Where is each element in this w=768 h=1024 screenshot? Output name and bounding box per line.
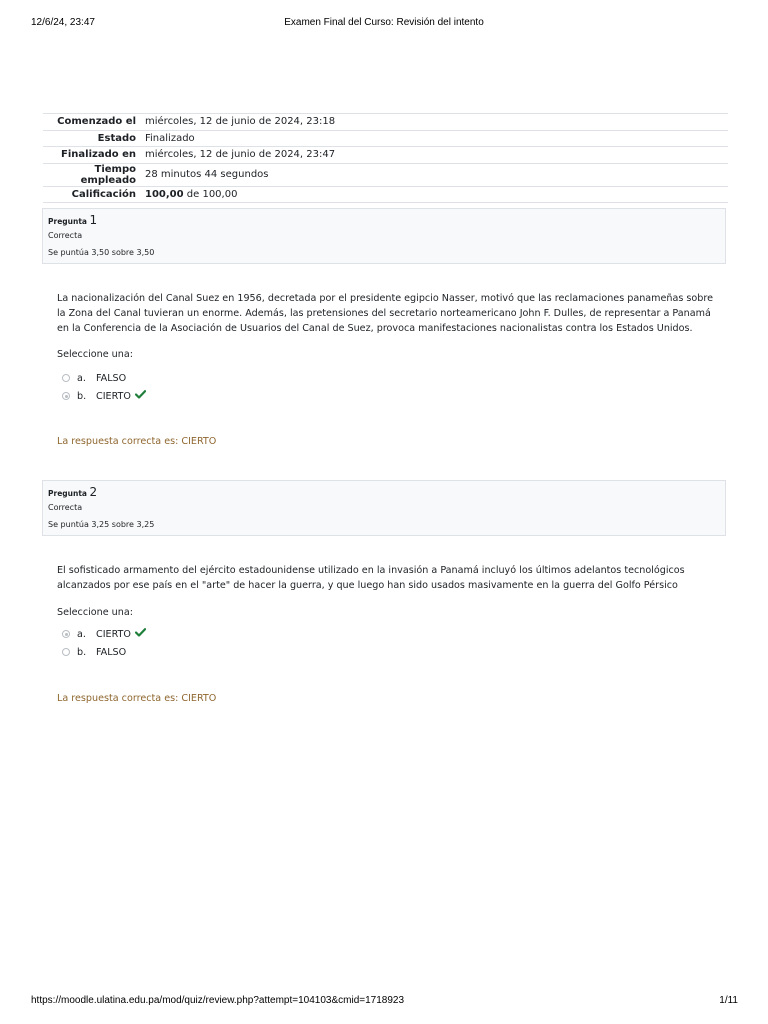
answer-text: FALSO	[96, 372, 127, 384]
summary-value: miércoles, 12 de junio de 2024, 23:18	[141, 114, 728, 131]
summary-label: Estado	[43, 130, 141, 147]
answer-option[interactable]	[62, 389, 146, 403]
question-grade: Se puntúa 3,50 sobre 3,50	[48, 248, 155, 257]
answer-letter: a.	[77, 372, 86, 384]
grade-value: 100,00	[145, 188, 184, 200]
summary-row-grade	[43, 186, 728, 203]
question-state: Correcta	[48, 503, 83, 512]
correct-answer-feedback: La respuesta correcta es: CIERTO	[57, 693, 217, 704]
question-state: Correcta	[48, 231, 83, 240]
summary-value: 28 minutos 44 segundos	[141, 163, 728, 186]
answer-letter: b.	[77, 646, 87, 658]
print-datetime: 12/6/24, 23:47	[31, 17, 95, 28]
question-info-2	[42, 480, 726, 536]
summary-value	[141, 186, 728, 203]
question-heading	[48, 213, 720, 227]
attempt-summary-table	[43, 113, 728, 203]
answer-letter: b.	[77, 390, 87, 402]
check-icon	[135, 390, 146, 402]
answer-text: CIERTO	[96, 390, 131, 402]
summary-row-finished	[43, 147, 728, 164]
question-heading	[48, 485, 720, 499]
radio-icon[interactable]	[62, 392, 70, 400]
question-label: Pregunta	[48, 217, 87, 226]
summary-label: Calificación	[43, 186, 141, 203]
question-text-2: El sofisticado armamento del ejército estadounidense utilizado en la invasión a Panamá incluyó los últimos adelantos tecnológicos alcanzados por ese país en el "arte" de hacer la guerra, y que luego han sido usados masivamente en la guerra del Golfo Pérsico	[57, 565, 685, 591]
answer-text: FALSO	[96, 646, 127, 658]
print-page-title: Examen Final del Curso: Revisión del intento	[284, 17, 484, 28]
radio-icon[interactable]	[62, 630, 70, 638]
radio-icon[interactable]	[62, 648, 70, 656]
select-prompt: Seleccione una:	[57, 349, 133, 360]
print-header	[0, 17, 768, 31]
question-number: 1	[89, 213, 98, 227]
summary-label: Comenzado el	[43, 114, 141, 131]
question-label: Pregunta	[48, 489, 87, 498]
answer-option[interactable]	[62, 627, 146, 641]
summary-label: Finalizado en	[43, 147, 141, 164]
question-text-1: La nacionalización del Canal Suez en 1956, decretada por el presidente egipcio Nasser, motivó que las reclamaciones panameñas sobre la Zona del Canal tuvieran un enorme. Además, las pretensiones del secretario norteamericano John F. Dulles, de representar a Panamá en la Conferencia de la Asociación de Usuarios del Canal de Suez, provoca manifestaciones nacionalistas contra los Estados Unidos.	[57, 293, 714, 334]
summary-row-started	[43, 114, 728, 131]
print-url: https://moodle.ulatina.edu.pa/mod/quiz/review.php?attempt=104103&cmid=1718923	[31, 995, 405, 1006]
question-info-1	[42, 208, 726, 264]
print-page-counter: 1/11	[719, 995, 738, 1006]
answer-letter: a.	[77, 628, 86, 640]
correct-answer-feedback: La respuesta correcta es: CIERTO	[57, 436, 217, 447]
check-icon	[135, 628, 146, 640]
question-number: 2	[89, 485, 98, 499]
summary-label: Tiempo empleado	[43, 163, 141, 186]
answer-text: CIERTO	[96, 628, 131, 640]
summary-value: Finalizado	[141, 130, 728, 147]
print-footer	[0, 995, 768, 1009]
radio-icon[interactable]	[62, 374, 70, 382]
answer-option[interactable]	[62, 371, 126, 385]
summary-row-state	[43, 130, 728, 147]
grade-of: de 100,00	[186, 188, 238, 200]
answer-option[interactable]	[62, 645, 126, 659]
summary-row-time	[43, 163, 728, 186]
select-prompt: Seleccione una:	[57, 607, 133, 618]
question-grade: Se puntúa 3,25 sobre 3,25	[48, 520, 155, 529]
summary-value: miércoles, 12 de junio de 2024, 23:47	[141, 147, 728, 164]
